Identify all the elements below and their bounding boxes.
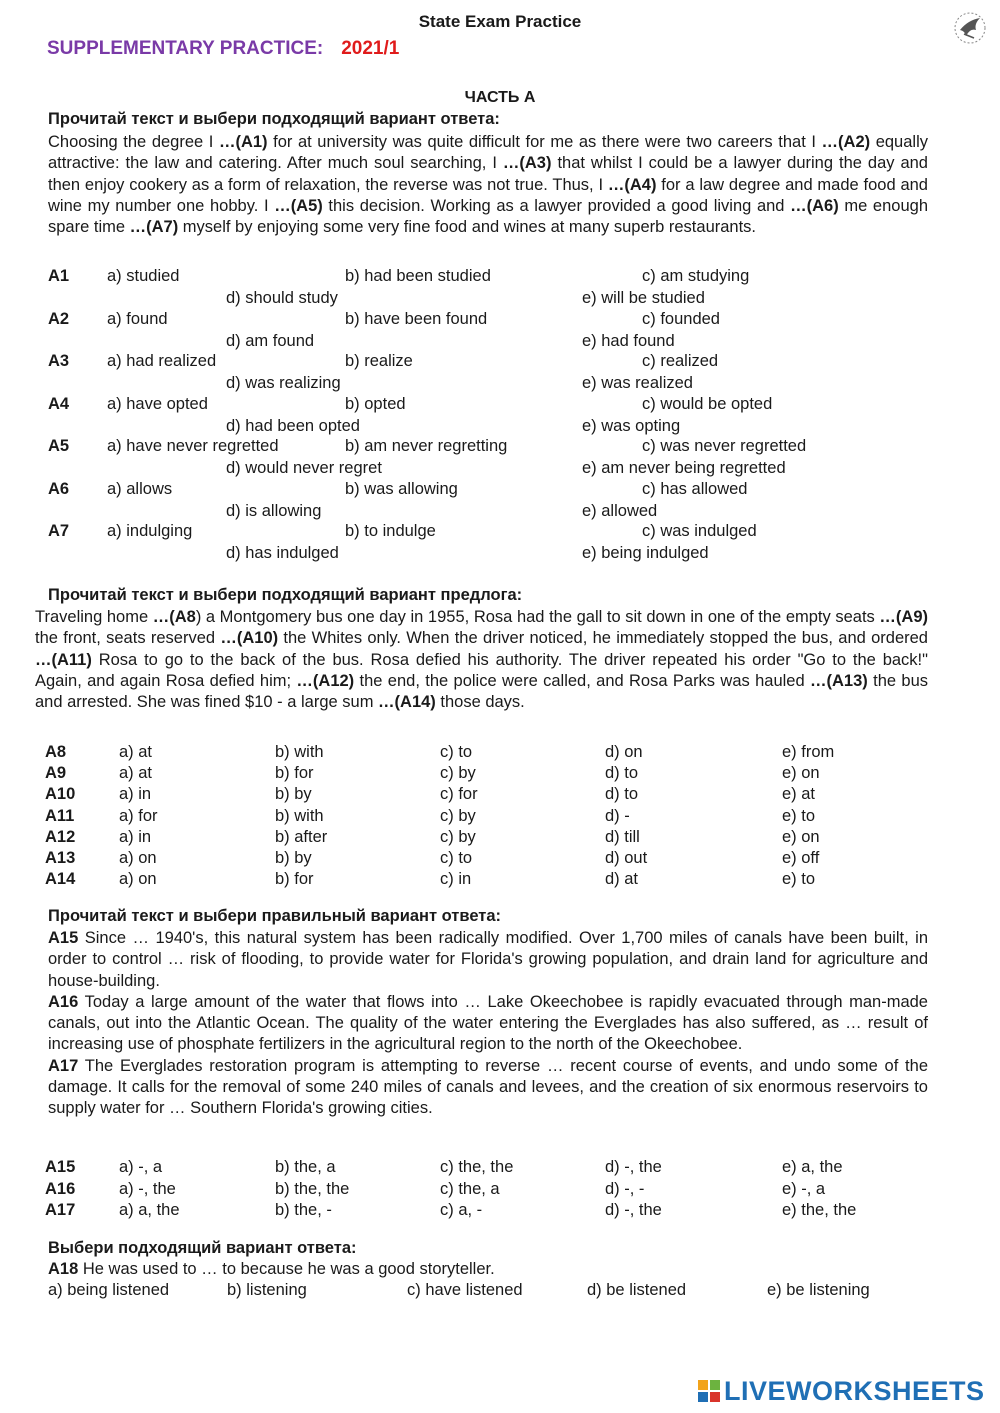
section2-text: Traveling home …(A8) a Montgomery bus one day in 1955, Rosa had the gall to sit down in one of the empty seats …(A9) the front, seats reserved …(A10) the Whites only. When the driver noticed, he immediately stopped the bus, and ordered …(A11) Rosa to go to the back of the bus. Rosa defied his authority. The driver repeated his order "Go to the back!" Again, and again Rosa defied him; …(A12) the end, the police were called, and Rosa Parks was hauled …(A13) the bus and arrested. She was fined $10 - a large sum …(A14) those days. [35,608,928,712]
option-e[interactable]: e) at [782,785,816,803]
option-d[interactable]: d) at [605,870,639,888]
supplementary-label: SUPPLEMENTARY PRACTICE: [47,38,324,59]
question-sentence: He was used to … to because he was a good storyteller. [82,1260,495,1278]
option-c[interactable]: c) to [440,849,473,867]
option-b[interactable]: b) the, - [275,1201,332,1219]
option-a[interactable]: a) on [119,849,157,867]
option-a[interactable]: a) have opted [107,395,208,413]
option-d[interactable]: d) out [605,849,648,867]
option-e[interactable]: e) will be studied [582,289,705,307]
option-e[interactable]: e) on [782,828,820,846]
option-a[interactable]: a) -, the [119,1180,176,1198]
option-b[interactable]: b) by [275,785,312,803]
section3-instruction: Прочитай текст и выбери правильный вариант ответа: [48,907,502,925]
option-a[interactable]: a) on [119,870,157,888]
question-label: A9 [45,764,67,782]
option-a[interactable]: a) studied [107,267,180,285]
question-label: A5 [48,437,70,455]
option-d[interactable]: d) has indulged [226,544,339,562]
option-b[interactable]: b) have been found [345,310,488,328]
option-c[interactable]: c) by [440,807,476,825]
option-a[interactable]: a) -, a [119,1158,163,1176]
question-label: A4 [48,395,70,413]
option-e[interactable]: e) from [782,743,835,761]
option-a[interactable]: a) at [119,764,153,782]
option-d[interactable]: d) was realizing [226,374,341,392]
option-e[interactable]: e) had found [582,332,675,350]
option-e[interactable]: e) being indulged [582,544,709,562]
option-e[interactable]: e) to [782,870,816,888]
option-b[interactable]: b) realize [345,352,413,370]
option-d[interactable]: d) -, the [605,1158,662,1176]
option-d[interactable]: d) be listened [587,1281,687,1299]
option-c[interactable]: c) the, a [440,1180,500,1198]
option-b[interactable]: b) to indulge [345,522,436,540]
option-a[interactable]: a) in [119,828,152,846]
question-label: A17 [45,1201,76,1219]
option-c[interactable]: c) by [440,764,476,782]
option-a[interactable]: a) allows [107,480,173,498]
option-b[interactable]: b) the, a [275,1158,336,1176]
option-c[interactable]: c) the, the [440,1158,514,1176]
option-b[interactable]: b) by [275,849,312,867]
option-d[interactable]: d) -, the [605,1201,662,1219]
option-d[interactable]: d) is allowing [226,502,322,520]
option-b[interactable]: b) opted [345,395,406,413]
option-a[interactable]: a) had realized [107,352,217,370]
question-label: A11 [45,807,75,825]
question-label: A2 [48,310,70,328]
option-d[interactable]: d) would never regret [226,459,382,477]
section2-instruction: Прочитай текст и выбери подходящий вариант предлога: [48,586,523,604]
page-header-title: State Exam Practice [418,12,582,31]
option-b[interactable]: b) was allowing [345,480,458,498]
section1-text: Choosing the degree I …(A1) for at university was quite difficult for me as there were two careers that I …(A2) equally attractive: the law and catering. After much soul searching, I …(A3) that whilst I could be a lawyer during the day and then enjoy cookery as a form of relaxation, the reverse was not true. Thus, I …(A4) for a law degree and made food and wine my number one hobby. I …(A5) this decision. Working as a lawyer provided a good living and …(A6) me enough spare time …(A7) myself by enjoying some very fine food and wines at many superb restaurants. [48,133,928,237]
section3-text: A15 Since … 1940's, this natural system has been radically modified. Over 1,700 miles of canals have been built, in order to control … risk of flooding, to provide water for Florida's growing population, and drain land for agriculture and house-building. A16 Today a large amount of the water that flows into … Lake Okeechobee is rapidly evacuated through man-made canals, out into the Atlantic Ocean. The quality of the water entering the Everglades has also suffered, as … result of increasing use of phosphate fertilizers in the agricultural region to the north of the Okeechobee. A17 The Everglades restoration program is attempting to reverse … recent course of events, and undo some of the damage. It calls for the removal of some 240 miles of canals and levees, and the creation of six enormous reservoirs to supply water for … Southern Florida's growing cities. [48,929,928,1118]
option-a[interactable]: a) a, the [119,1201,180,1219]
question-label: A15 [45,1158,76,1176]
question-label: A1 [48,267,70,285]
section4-instruction: Выбери подходящий вариант ответа: [48,1239,357,1257]
option-e[interactable]: e) was realized [582,374,693,392]
option-d[interactable]: d) should study [226,289,338,307]
question-label: A7 [48,522,70,540]
supplementary-heading [47,38,399,60]
option-a[interactable]: a) in [119,785,152,803]
option-d[interactable]: d) till [605,828,640,846]
option-c[interactable]: c) realized [642,352,719,370]
option-e[interactable]: e) a, the [782,1158,843,1176]
option-a[interactable]: a) at [119,743,153,761]
question-label: A8 [45,743,67,761]
option-e[interactable]: e) am never being regretted [582,459,786,477]
option-c[interactable]: c) was indulged [642,522,757,540]
option-d[interactable]: d) to [605,785,639,803]
option-c[interactable]: c) for [440,785,478,803]
option-b[interactable]: b) am never regretting [345,437,508,455]
footer-brand [698,1376,985,1407]
option-c[interactable]: c) have listened [407,1281,523,1299]
part-title: ЧАСТЬ А [464,89,536,106]
option-b[interactable]: b) with [275,743,324,761]
option-b[interactable]: b) the, the [275,1180,350,1198]
question-label: A13 [45,849,76,867]
option-a[interactable]: a) indulging [107,522,193,540]
question-label: A14 [45,870,76,888]
option-c[interactable]: c) has allowed [642,480,748,498]
option-a[interactable]: a) for [119,807,158,825]
option-b[interactable]: b) had been studied [345,267,491,285]
footer-brand-text: LIVEWORKSHEETS [724,1376,985,1406]
question-label: A6 [48,480,70,498]
option-d[interactable]: d) -, - [605,1180,645,1198]
option-e[interactable]: e) be listening [767,1281,870,1299]
option-d[interactable]: d) on [605,743,643,761]
bird-logo-icon [952,10,988,46]
option-e[interactable]: e) -, a [782,1180,826,1198]
option-e[interactable]: e) allowed [582,502,658,520]
option-c[interactable]: c) by [440,828,476,846]
option-e[interactable]: e) off [782,849,820,867]
option-b[interactable]: b) for [275,764,314,782]
option-c[interactable]: c) am studying [642,267,750,285]
question-label: A16 [45,1180,76,1198]
option-c[interactable]: c) in [440,870,472,888]
question-label: A3 [48,352,70,370]
option-c[interactable]: c) founded [642,310,720,328]
option-d[interactable]: d) am found [226,332,315,350]
option-d[interactable]: d) to [605,764,639,782]
option-b[interactable]: b) with [275,807,324,825]
option-a[interactable]: a) being listened [48,1281,170,1299]
liveworksheets-logo-icon [698,1380,720,1402]
question-label: A12 [45,828,76,846]
question-label: A10 [45,785,76,803]
option-e[interactable]: e) to [782,807,816,825]
option-c[interactable]: c) was never regretted [642,437,807,455]
option-e[interactable]: e) was opting [582,417,681,435]
option-e[interactable]: e) the, the [782,1201,857,1219]
option-b[interactable]: b) for [275,870,314,888]
option-c[interactable]: c) to [440,743,473,761]
option-a[interactable]: a) found [107,310,168,328]
option-a[interactable]: a) have never regretted [107,437,279,455]
option-b[interactable]: b) after [275,828,328,846]
option-d[interactable]: d) - [605,807,630,825]
practice-year: 2021/1 [341,38,400,59]
option-c[interactable]: c) would be opted [642,395,773,413]
question-label: A18 [48,1260,79,1278]
option-e[interactable]: e) on [782,764,820,782]
section1-instruction: Прочитай текст и выбери подходящий вариант ответа: [48,110,500,128]
option-c[interactable]: c) a, - [440,1201,483,1219]
option-d[interactable]: d) had been opted [226,417,360,435]
option-b[interactable]: b) listening [227,1281,307,1299]
section4-question [48,1260,495,1279]
